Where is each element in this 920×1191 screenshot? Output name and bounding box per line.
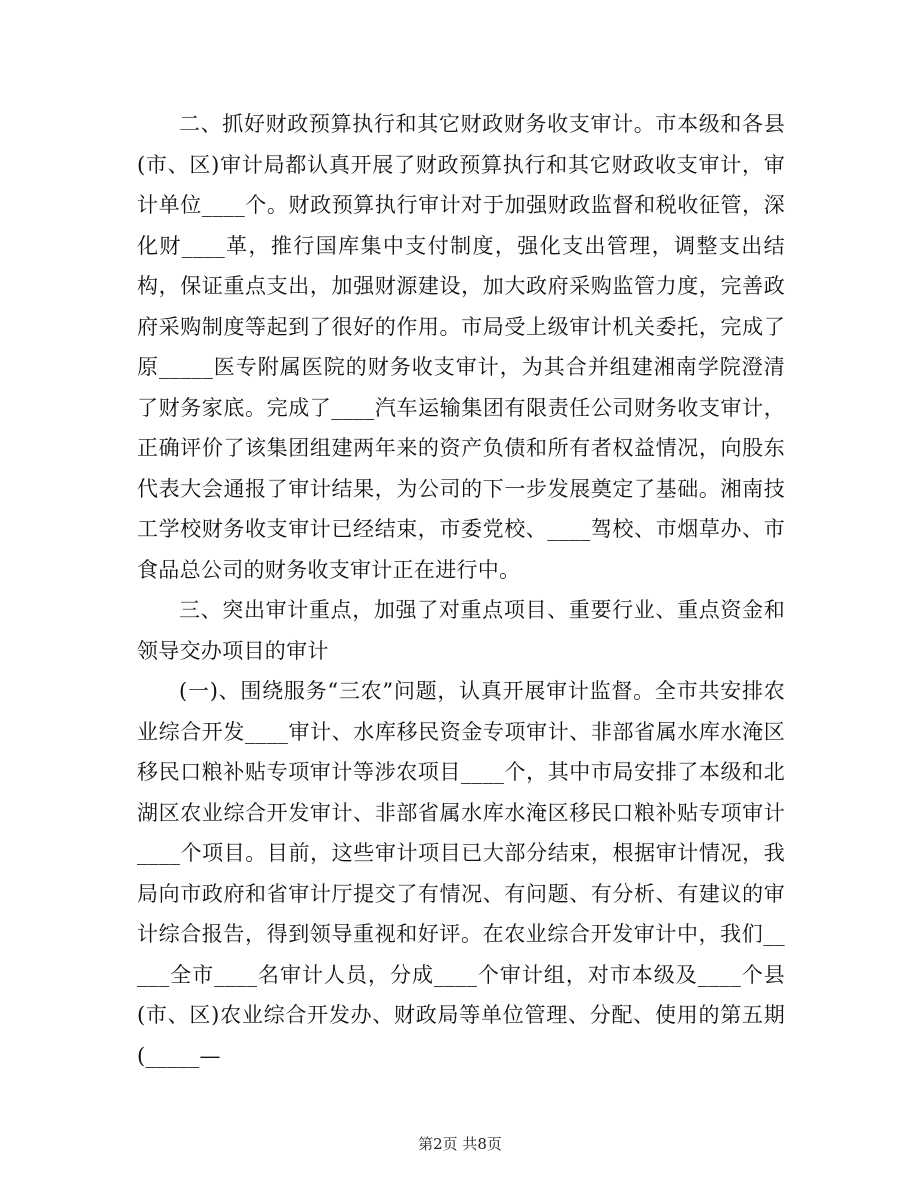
- document-body: [137, 104, 785, 1076]
- paragraph-agriculture-audit: (一)、围绕服务“三农”问题，认真开展审计监督。全市共安排农业综合开发____审计、水库移民资金专项审计、非部省属水库水淹区移民口粮补贴专项审计等涉农项目____个，其中市局安排了本级和北湖区农业综合开发审计、非部省属水库水淹区移民口粮补贴专项审计____个项目。目前，这些审计项目已大部分结束，根据审计情况，我局向市政府和省审计厅提交了有情况、有问题、有分析、有建议的审计综合报告，得到领导重视和好评。在农业综合开发审计中，我们_____全市____名审计人员，分成____个审计组，对市本级及____个县(市、区)农业综合开发办、财政局等单位管理、分配、使用的第五期(_____—: [137, 679, 785, 1068]
- paragraph-budget-audit: 二、抓好财政预算执行和其它财政财务收支审计。市本级和各县(市、区)审计局都认真开展了财政预算执行和其它财政收支审计，审计单位____个。财政预算执行审计对于加强财政监督和税收征管，深化财____革，推行国库集中支付制度，强化支出管理，调整支出结构，保证重点支出，加强财源建设，加大政府采购监管力度，完善政府采购制度等起到了很好的作用。市局受上级审计机关委托，完成了原_____医专附属医院的财务收支审计，为其合并组建湘南学院澄清了财务家底。完成了____汽车运输集团有限责任公司财务收支审计，正确评价了该集团组建两年来的资产负债和所有者权益情况，向股东代表大会通报了审计结果，为公司的下一步发展奠定了基础。湘南技工学校财务收支审计已经结束，市委党校、____驾校、市烟草办、市食品总公司的财务收支审计正在进行中。: [137, 112, 785, 582]
- paragraph-key-projects-heading: 三、突出审计重点，加强了对重点项目、重要行业、重点资金和领导交办项目的审计: [137, 598, 785, 663]
- page-footer: 第2页 共8页: [418, 1135, 502, 1153]
